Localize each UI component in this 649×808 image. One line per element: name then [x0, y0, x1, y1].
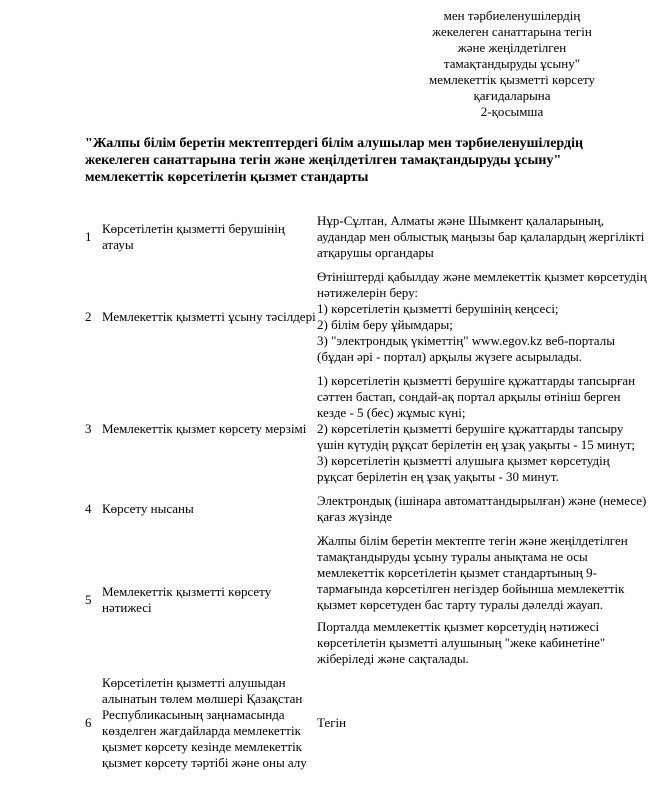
row-value: [317, 489, 649, 529]
row-label: Мемлекеттік қызметті ұсыну тәсілдері: [102, 309, 316, 324]
row-label: Көрсетілетін қызметті алушыдан алынатын төлем мөлшері Қазақстан Республикасының заңнамасында көзделген жағдайларда мемлекеттік қызмет көрсету кезінде мемлекеттік қызмет көрсету тәртібі және оны алу: [102, 675, 307, 770]
row-label: Мемлекеттік қызметті көрсету нәтижесі: [102, 584, 272, 615]
appendix-reference-line: тамақтандыруды ұсыну": [443, 56, 581, 71]
row-label: Көрсетілетін қызметті берушінің атауы: [102, 221, 285, 252]
table-row: [85, 529, 649, 671]
row-number: 4: [85, 501, 92, 516]
row-value-paragraph: Жалпы білім беретін мектепте тегін және жеңілдетілген тамақтандыруды ұсыну туралы анықтама не осы мемлекеттік көрсетілетін қызмет стандартының 9-тармағында көрсетілген негіздер бойынша мемлекеттік қызмет көрсетуден бас тарту туралы дәлелді жауап.: [317, 533, 628, 612]
row-number: 1: [85, 229, 92, 244]
row-value-paragraph: 3) көрсетілетін қызметті алушыға қызмет көрсетудің рұқсат берілетін ең ұзақ уақыты - 30 минут.: [317, 453, 610, 484]
row-value-paragraph: 1) көрсетілетін қызметті берушінің кеңсесі;: [317, 301, 559, 316]
appendix-reference-line: мемлекеттік қызметті көрсету: [428, 72, 595, 87]
table-row: [85, 209, 649, 265]
table-row: [85, 489, 649, 529]
row-number: 2: [85, 309, 92, 324]
appendix-reference-line: қағидаларына: [473, 88, 551, 103]
row-value: [317, 529, 649, 671]
row-value-paragraph: Нұр-Сұлтан, Алматы және Шымкент қалаларының, аудандар мен облыстық маңызы бар қалалардың жергілікті атқарушы органдары: [317, 213, 645, 260]
row-value-paragraph: Электрондық (ішінара автоматтандырылған) және (немесе) қағаз жүзінде: [317, 493, 647, 524]
row-value: [317, 265, 649, 369]
table-row: [85, 671, 649, 775]
appendix-reference: [429, 8, 595, 120]
row-value-paragraph: 3) "электрондық үкіметтің" www.egov.kz веб-порталы (бұдан әрі - портал) арқылы жүзеге асырылады.: [317, 333, 616, 364]
appendix-reference-line: мен тәрбиеленушілердің: [443, 8, 581, 23]
row-value-paragraph: 2) білім беру ұйымдары;: [317, 317, 453, 332]
row-value-paragraph: Тегін: [317, 715, 347, 730]
row-value-paragraph: Порталда мемлекеттік қызмет көрсетудің нәтижесі көрсетілетін қызметті алушының "жеке кабинетіне" жіберіледі және сақталады.: [317, 619, 606, 666]
row-label: Көрсету нысаны: [102, 501, 194, 516]
row-number: 5: [85, 592, 92, 607]
row-value-paragraph: 2) көрсетілетін қызметті берушіге құжаттарды тапсыру үшін күтудің рұқсат берілетін ең ұзақ уақыты - 15 минут;: [317, 421, 635, 452]
appendix-reference-line: және жеңілдетілген: [457, 40, 567, 55]
service-standard-table: [85, 209, 649, 775]
row-number: 6: [85, 715, 92, 730]
table-row: [85, 265, 649, 369]
appendix-reference-line: жекелеген санаттарына тегін: [432, 24, 592, 39]
row-value: [317, 209, 649, 265]
row-label: Мемлекеттік қызмет көрсету мерзімі: [102, 421, 307, 436]
row-value: [317, 369, 649, 489]
appendix-reference-line: 2-қосымша: [480, 104, 544, 119]
row-value: [317, 671, 649, 775]
table-row: [85, 369, 649, 489]
row-value-paragraph: Өтініштерді қабылдау және мемлекеттік қызмет көрсетудің нәтижелерін беру:: [317, 269, 647, 300]
row-number: 3: [85, 421, 92, 436]
row-value-paragraph: 1) көрсетілетін қызметті берушіге құжаттарды тапсырған сәттен бастап, сондай-ақ портал арқылы өтініш берген кезде - 5 (бес) жұмыс күні;: [317, 373, 636, 420]
document-title: "Жалпы білім беретін мектептердегі білім алушылар мен тәрбиеленушілердің жекелеген санаттарына тегін және жеңілдетілген тамақтандыруды ұсыну" мемлекеттік көрсетілетін қызмет стандарты: [85, 136, 584, 185]
